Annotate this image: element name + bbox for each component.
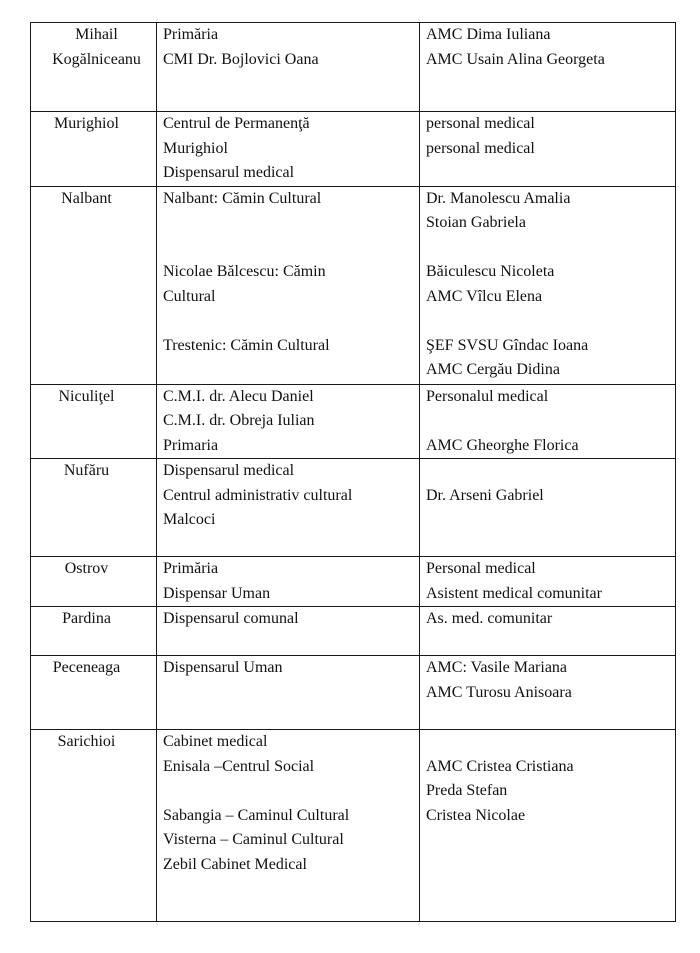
place-line: Visterna – Caminul Cultural <box>163 831 344 848</box>
person-line: personal medical <box>426 139 535 157</box>
person-line <box>426 236 669 261</box>
persons-cell <box>420 557 676 607</box>
locality-cell <box>31 459 157 557</box>
person-line: AMC Cergău Didina <box>426 361 560 378</box>
locality-name: Sarichioi <box>57 733 116 750</box>
person-line: AMC Turosu Anisoara <box>426 683 572 701</box>
person-line: As. med. comunitar <box>426 610 553 627</box>
persons-cell <box>420 459 676 557</box>
table-body <box>31 23 676 922</box>
place-line <box>163 779 413 804</box>
table-row <box>31 384 676 459</box>
table-row <box>31 186 676 384</box>
places-cell <box>157 23 420 112</box>
person-line: AMC Dima Iuliana <box>426 26 551 43</box>
place-line: Trestenic: Cămin Cultural <box>163 336 330 354</box>
places-cell <box>157 656 420 730</box>
place-line: Dispensar Uman <box>163 584 271 602</box>
locality-name: Kogălniceanu <box>52 50 141 68</box>
locality-cell <box>31 607 157 656</box>
person-line: Stoian Gabriela <box>426 214 526 231</box>
places-cell <box>157 112 420 187</box>
person-line <box>426 409 669 434</box>
person-line: Dr. Manolescu Amalia <box>426 189 571 207</box>
person-line: Personalul medical <box>426 387 549 405</box>
place-line <box>163 236 413 261</box>
places-cell <box>157 607 420 656</box>
locality-cell <box>31 384 157 459</box>
persons-cell <box>420 23 676 112</box>
table-row <box>31 557 676 607</box>
person-line: Preda Stefan <box>426 782 508 799</box>
person-line: Cristea Nicolae <box>426 806 526 824</box>
place-line <box>163 211 413 236</box>
person-line: Personal medical <box>426 560 536 577</box>
locality-name: Niculiţel <box>58 387 115 405</box>
persons-cell <box>420 112 676 187</box>
person-line: AMC Vîlcu Elena <box>426 287 543 305</box>
place-line: Primăria <box>163 560 219 577</box>
place-line: C.M.I. dr. Alecu Daniel <box>163 387 314 405</box>
locality-name: Ostrov <box>64 560 109 577</box>
persons-cell <box>420 384 676 459</box>
place-line: Cabinet medical <box>163 733 268 750</box>
place-line: Nalbant: Cămin Cultural <box>163 189 322 207</box>
place-line: CMI Dr. Bojlovici Oana <box>163 50 319 68</box>
table-row <box>31 112 676 187</box>
locality-name: Mihail <box>75 26 118 43</box>
person-line: Băiculescu Nicoleta <box>426 263 555 280</box>
persons-cell <box>420 186 676 384</box>
locality-cell <box>31 557 157 607</box>
places-cell <box>157 557 420 607</box>
person-line <box>426 459 669 484</box>
person-line <box>426 309 669 334</box>
locality-name: Nufăru <box>63 462 110 479</box>
table-row <box>31 23 676 112</box>
place-line: Dispensarul medical <box>163 462 295 479</box>
locality-cell <box>31 112 157 187</box>
locations-table <box>30 22 676 922</box>
place-line: Malcoci <box>163 511 216 528</box>
table-row <box>31 607 676 656</box>
place-line: Zebil Cabinet Medical <box>163 855 307 873</box>
place-line: Cultural <box>163 287 216 305</box>
place-line: Sabangia – Caminul Cultural <box>163 806 350 824</box>
places-cell <box>157 459 420 557</box>
persons-cell <box>420 656 676 730</box>
places-cell <box>157 186 420 384</box>
locality-name: Nalbant <box>61 189 112 207</box>
place-line: Primăria <box>163 26 219 43</box>
place-line: Enisala –Centrul Social <box>163 757 315 775</box>
table-row <box>31 459 676 557</box>
place-line <box>163 309 413 334</box>
table-row <box>31 730 676 922</box>
locality-name: Murighiol <box>54 115 119 132</box>
locality-name: Pardina <box>62 610 111 627</box>
person-line: ŞEF SVSU Gîndac Ioana <box>426 336 589 354</box>
place-line: Dispensarul comunal <box>163 610 299 627</box>
person-line: AMC Cristea Cristiana <box>426 757 574 775</box>
persons-cell <box>420 607 676 656</box>
person-line: Dr. Arseni Gabriel <box>426 486 544 504</box>
persons-cell <box>420 730 676 922</box>
locality-cell <box>31 23 157 112</box>
place-line: Primaria <box>163 436 219 454</box>
person-line: Asistent medical comunitar <box>426 584 602 602</box>
locality-cell <box>31 186 157 384</box>
place-line: C.M.I. dr. Obreja Iulian <box>163 412 315 429</box>
place-line: Nicolae Bălcescu: Cămin <box>163 263 326 280</box>
person-line: personal medical <box>426 115 535 132</box>
locality-cell <box>31 730 157 922</box>
places-cell <box>157 730 420 922</box>
person-line <box>426 730 669 755</box>
place-line: Murighiol <box>163 139 228 157</box>
locality-cell <box>31 656 157 730</box>
places-cell <box>157 384 420 459</box>
place-line: Dispensarul Uman <box>163 659 283 676</box>
place-line: Centrul de Permanenţă <box>163 115 310 132</box>
person-line: AMC Gheorghe Florica <box>426 436 579 454</box>
person-line: AMC Usain Alina Georgeta <box>426 50 605 68</box>
place-line: Dispensarul medical <box>163 164 295 181</box>
place-line: Centrul administrativ cultural <box>163 486 353 504</box>
table-row <box>31 656 676 730</box>
locality-name: Peceneaga <box>52 659 121 676</box>
person-line: AMC: Vasile Mariana <box>426 659 568 676</box>
